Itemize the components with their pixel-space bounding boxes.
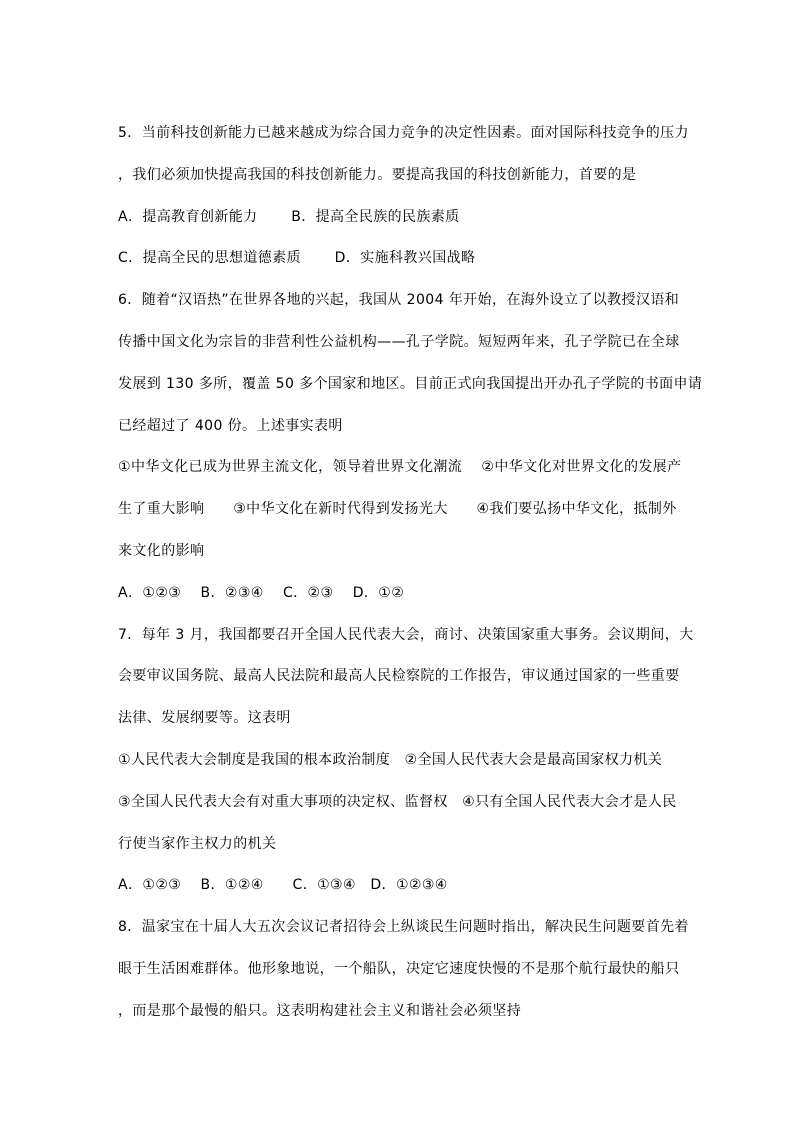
question-stem: 发展到 130 多所，覆盖 50 多个国家和地区。目前正式向我国提出开办孔子学院的书面申请 <box>118 375 703 392</box>
question-stem: 已经超过了 400 份。上述事实表明 <box>118 417 343 434</box>
question-stem: 眼于生活困难群体。他形象地说，一个船队，决定它速度快慢的不是那个航行最快的船只 <box>118 960 680 977</box>
document-page <box>118 113 718 1033</box>
answer-options: A．提高教育创新能力 B．提高全民族的民族素质 <box>118 208 460 225</box>
question-7 <box>118 615 718 908</box>
question-stem: 6．随着“汉语热”在世界各地的兴起，我国从 2004 年开始，在海外设立了以教授汉语和 <box>118 292 680 309</box>
statements: 来文化的影响 <box>118 542 205 559</box>
question-stem: ，而是那个最慢的船只。这表明构建社会主义和谐社会必须坚持 <box>118 1002 522 1019</box>
statements: 行使当家作主权力的机关 <box>118 835 277 852</box>
question-5 <box>118 113 718 280</box>
statements: ①人民代表大会制度是我国的根本政治制度 ②全国人民代表大会是最高国家权力机关 <box>118 751 663 768</box>
question-stem: 会要审议国务院、最高人民法院和最高人民检察院的工作报告，审议通过国家的一些重要 <box>118 668 680 685</box>
question-8 <box>118 907 718 1032</box>
answer-options: A．①②③ B．②③④ C．②③ D．①② <box>118 584 405 601</box>
question-stem: 5．当前科技创新能力已越来越成为综合国力竞争的决定性因素。面对国际科技竞争的压力 <box>118 125 689 141</box>
answer-options: C．提高全民的思想道德素质 D．实施科教兴国战略 <box>118 250 476 267</box>
question-stem: 传播中国文化为宗旨的非营利性公益机构——孔子学院。短短两年来，孔子学院已在全球 <box>118 333 680 350</box>
statements: 生了重大影响 ③中华文化在新时代得到发扬光大 ④我们要弘扬中华文化，抵制外 <box>118 501 677 518</box>
question-6 <box>118 280 718 614</box>
statements: ①中华文化已成为世界主流文化，领导着世界文化潮流 ②中华文化对世界文化的发展产 <box>118 459 682 476</box>
answer-options: A．①②③ B．①②④ C．①③④ D．①②③④ <box>118 877 448 894</box>
question-stem: 法律、发展纲要等。这表明 <box>118 710 291 727</box>
question-stem: ，我们必须加快提高我国的科技创新能力。要提高我国的科技创新能力，首要的是 <box>118 166 637 183</box>
question-stem: 8．温家宝在十届人大五次会议记者招待会上纵谈民生问题时指出，解决民生问题要首先着 <box>118 919 689 936</box>
statements: ③全国人民代表大会有对重大事项的决定权、监督权 ④只有全国人民代表大会才是人民 <box>118 793 677 810</box>
question-stem: 7．每年 3 月，我国都要召开全国人民代表大会，商讨、决策国家重大事务。会议期间，大 <box>118 626 694 643</box>
